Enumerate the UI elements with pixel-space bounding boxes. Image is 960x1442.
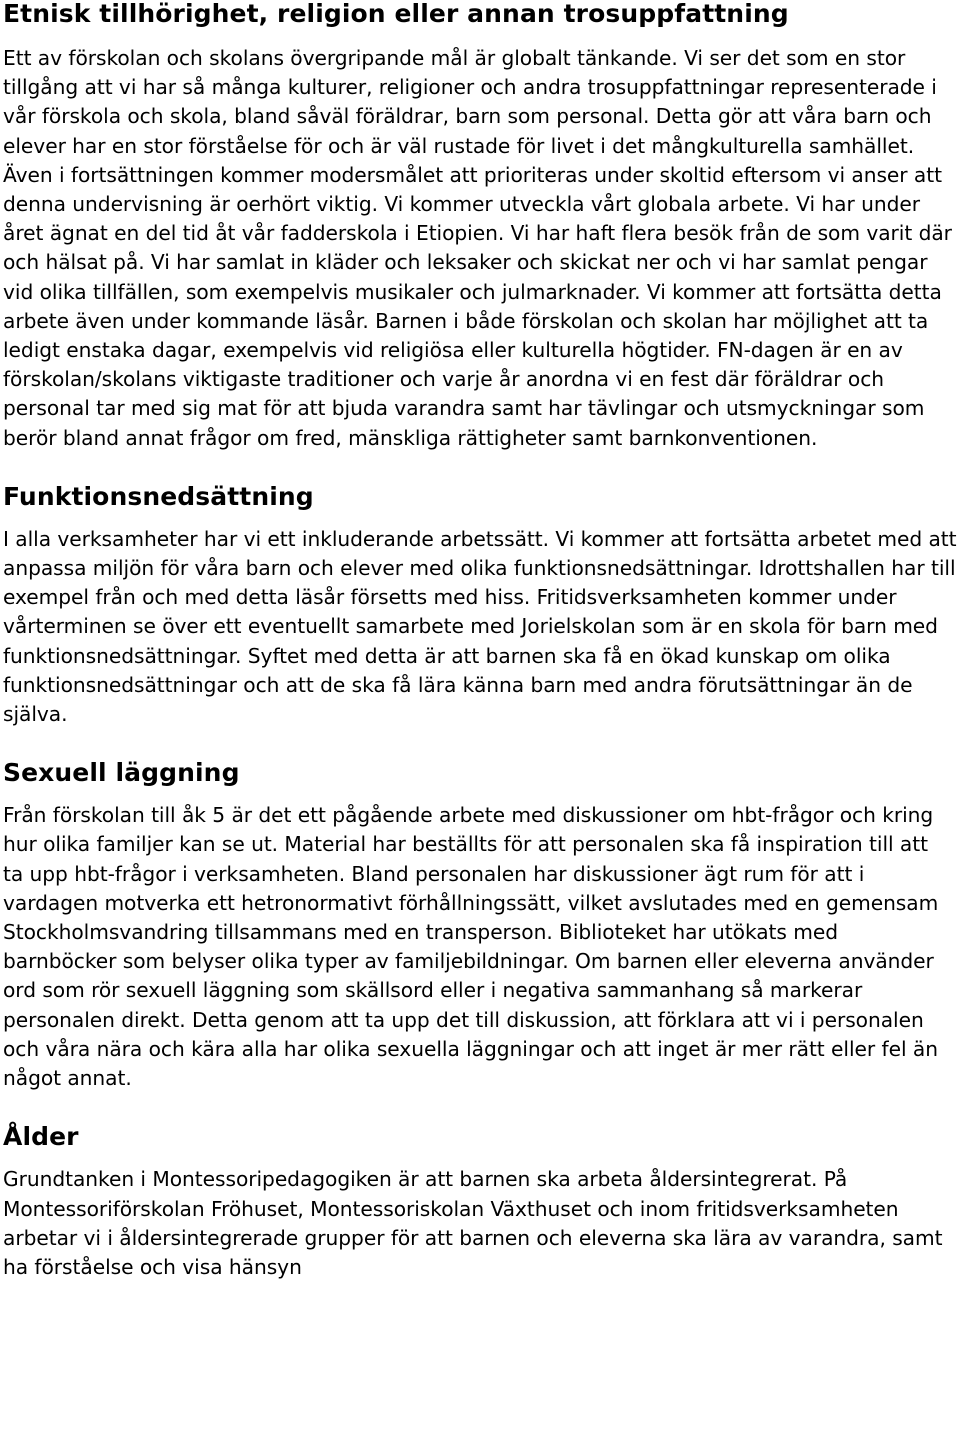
section-gap	[3, 453, 957, 483]
section-funktionsnedsattning	[3, 483, 957, 729]
paragraph-funktionsnedsattning: I alla verksamheter har vi ett inkluderande arbetssätt. Vi kommer att fortsätta arbetet med att anpassa miljön för våra barn och elever med olika funktionsnedsättningar. Idrottshallen har till exempel från och med detta läsår försetts med hiss. Fritidsverksamheten kommer under vårterminen se över ett eventuellt samarbete med Jorielskolan som är en skola för barn med funktionsnedsättningar. Syftet med detta är att barnen ska få en ökad kunskap om olika funktionsnedsättningar och att de ska få lära känna barn med andra förutsättningar än de själva.	[3, 526, 957, 727]
heading-sexuell-laggning: Sexuell läggning	[3, 758, 240, 788]
document-page	[3, 0, 957, 1282]
section-gap	[3, 1093, 957, 1123]
heading-funktionsnedsattning: Funktionsnedsättning	[3, 481, 314, 511]
section-etnisk-tillhorighet	[3, 0, 957, 453]
section-sexuell-laggning	[3, 759, 957, 1093]
heading-etnisk-tillhorighet: Etnisk tillhörighet, religion eller annan trosuppfattning	[3, 0, 789, 28]
paragraph-etnisk-tillhorighet: Ett av förskolan och skolans övergripande mål är globalt tänkande. Vi ser det som en stor tillgång att vi har så många kulturer, religioner och andra trosuppfattningar representerade i vår förskola och skola, bland såväl föräldrar, barn som personal. Detta gör att våra barn och elever har en stor förståelse för och är väl rustade för livet i det mångkulturella samhället. Även i fortsättningen kommer modersmålet att prioriteras under skoltid eftersom vi anser att denna undervisning är oerhört viktig. Vi kommer utveckla vårt globala arbete. Vi har under året ägnat en del tid åt vår fadderskola i Etiopien. Vi har haft flera besök från de som varit där och hälsat på. Vi har samlat in kläder och leksaker och skickat ner och vi har samlat pengar vid olika tillfällen, som exempelvis musikaler och julmarknader. Vi kommer att fortsätta detta arbete även under kommande läsår. Barnen i både förskolan och skolan har möjlighet att ta ledigt enstaka dagar, exempelvis vid religiösa eller kulturella högtider. FN-dagen är en av förskolan/skolans viktigaste traditioner och varje år anordna vi en fest där föräldrar och personal tar med sig mat för att bjuda varandra samt har tävlingar och utsmyckningar som berör bland annat frågor om fred, mänskliga rättigheter samt barnkonventionen.	[3, 46, 952, 450]
section-alder	[3, 1123, 957, 1282]
heading-alder: Ålder	[3, 1122, 79, 1152]
paragraph-sexuell-laggning: Från förskolan till åk 5 är det ett pågående arbete med diskussioner om hbt-frågor och kring hur olika familjer kan se ut. Material har beställts för att personalen ska få inspiration till att ta upp hbt-frågor i verksamheten. Bland personalen har diskussioner ägt rum för att i vardagen motverka ett hetronormativt förhållningssätt, vilket avslutades med en gemensam Stockholmsvandring tillsammans med en transperson. Biblioteket har utökats med barnböcker som belyser olika typer av familjebildningar. Om barnen eller eleverna använder ord som rör sexuell läggning som skällsord eller i negativa sammanhang så markerar personalen direkt. Detta genom att ta upp det till diskussion, att förklara att vi i personalen och våra nära och kära alla har olika sexuella läggningar och att inget är mer rätt eller fel än något annat.	[3, 803, 939, 1091]
paragraph-alder: Grundtanken i Montessoripedagogiken är att barnen ska arbeta åldersintegrerat. På Montessoriförskolan Fröhuset, Montessoriskolan Växthuset och inom fritidsverksamheten arbetar vi i åldersintegrerade grupper för att barnen och eleverna ska lära av varandra, samt ha förståelse och visa hänsyn	[3, 1167, 943, 1279]
section-gap	[3, 729, 957, 759]
